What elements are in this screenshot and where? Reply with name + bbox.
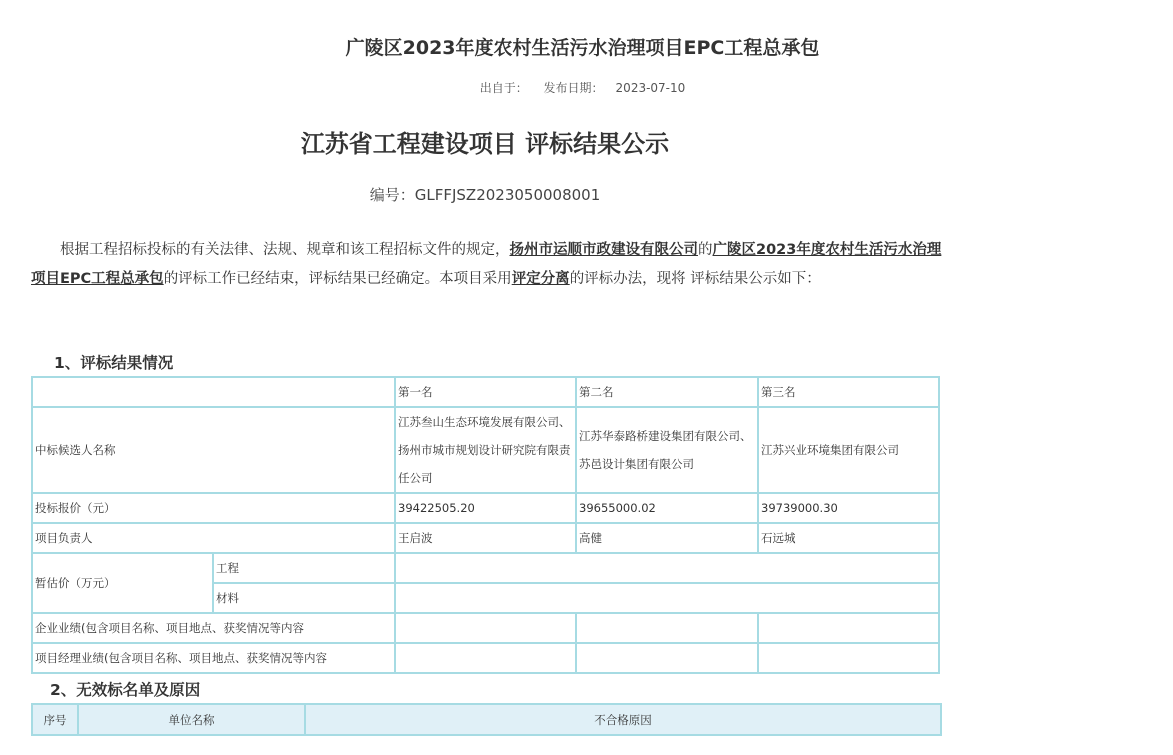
section-heading-invalid: 2、无效标名单及原因 bbox=[50, 681, 201, 699]
page-title: 广陵区2023年度农村生活污水治理项目EPC工程总承包 bbox=[345, 37, 820, 59]
table-row bbox=[32, 553, 939, 583]
results-table bbox=[31, 376, 940, 674]
provisional-sub-material: 材料 bbox=[213, 583, 395, 613]
candidate-3: 江苏兴业环境集团有限公司 bbox=[758, 407, 939, 493]
intro-text-1: 根据工程招标投标的有关法律、法规、规章和该工程招标文件的规定， bbox=[60, 242, 510, 258]
manager-1: 王启波 bbox=[395, 523, 576, 553]
row-label-provisional: 暂估价（万元） bbox=[32, 553, 213, 613]
intro-text-2: 的 bbox=[698, 242, 713, 258]
provisional-sub-engineering: 工程 bbox=[213, 553, 395, 583]
manager-2: 高健 bbox=[576, 523, 758, 553]
project-name: 广陵区2023年度农村生活污水治理项目EPC工程总承包 bbox=[31, 242, 942, 287]
intro-paragraph bbox=[31, 236, 943, 294]
price-1: 39422505.20 bbox=[395, 493, 576, 523]
meta-line bbox=[0, 79, 1165, 96]
candidate-2: 江苏华泰路桥建设集团有限公司、苏邑设计集团有限公司 bbox=[576, 407, 758, 493]
row-label-company-performance: 企业业绩(包含项目名称、项目地点、获奖情况等内容 bbox=[32, 613, 395, 643]
company-performance-1 bbox=[395, 613, 576, 643]
date-value: 2023-07-10 bbox=[615, 81, 686, 95]
rank-header-2: 第二名 bbox=[576, 377, 758, 407]
candidate-1: 江苏叁山生态环境发展有限公司、扬州市城市规划设计研究院有限责任公司 bbox=[395, 407, 576, 493]
evaluation-method: 评定分离 bbox=[511, 271, 570, 287]
price-3: 39739000.30 bbox=[758, 493, 939, 523]
row-label-candidate: 中标候选人名称 bbox=[32, 407, 395, 493]
company-performance-3 bbox=[758, 613, 939, 643]
row-label-price: 投标报价（元） bbox=[32, 493, 395, 523]
table-cell-empty bbox=[32, 377, 395, 407]
table-row bbox=[32, 377, 939, 407]
header-reason: 不合格原因 bbox=[305, 704, 941, 735]
intro-text-3: 的评标工作已经结束，评标结果已经确定。本项目采用 bbox=[163, 271, 512, 287]
header-unit-name: 单位名称 bbox=[78, 704, 305, 735]
manager-3: 石远城 bbox=[758, 523, 939, 553]
section-heading-results: 1、评标结果情况 bbox=[54, 354, 174, 372]
row-label-pm-performance: 项目经理业绩(包含项目名称、项目地点、获奖情况等内容 bbox=[32, 643, 395, 673]
provisional-engineering-value bbox=[395, 553, 939, 583]
table-row bbox=[32, 643, 939, 673]
source-label: 出自于： bbox=[479, 81, 528, 95]
header-serial: 序号 bbox=[32, 704, 78, 735]
provisional-material-value bbox=[395, 583, 939, 613]
pm-performance-2 bbox=[576, 643, 758, 673]
date-label: 发布日期： bbox=[543, 81, 604, 95]
company-performance-2 bbox=[576, 613, 758, 643]
tenderer-name: 扬州市运顺市政建设有限公司 bbox=[509, 242, 698, 258]
invalid-bids-table bbox=[31, 703, 942, 736]
rank-header-1: 第一名 bbox=[395, 377, 576, 407]
price-2: 39655000.02 bbox=[576, 493, 758, 523]
table-row bbox=[32, 407, 939, 493]
intro-text-4: 的评标办法，现将 评标结果公示如下： bbox=[569, 271, 821, 287]
pm-performance-1 bbox=[395, 643, 576, 673]
table-row bbox=[32, 523, 939, 553]
document-title: 江苏省工程建设项目 评标结果公示 bbox=[300, 130, 670, 158]
table-row bbox=[32, 613, 939, 643]
row-label-manager: 项目负责人 bbox=[32, 523, 395, 553]
pm-performance-3 bbox=[758, 643, 939, 673]
table-row bbox=[32, 493, 939, 523]
rank-header-3: 第三名 bbox=[758, 377, 939, 407]
document-number: 编号：GLFFJSZ2023050008001 bbox=[369, 186, 601, 204]
table-header-row bbox=[32, 704, 941, 735]
